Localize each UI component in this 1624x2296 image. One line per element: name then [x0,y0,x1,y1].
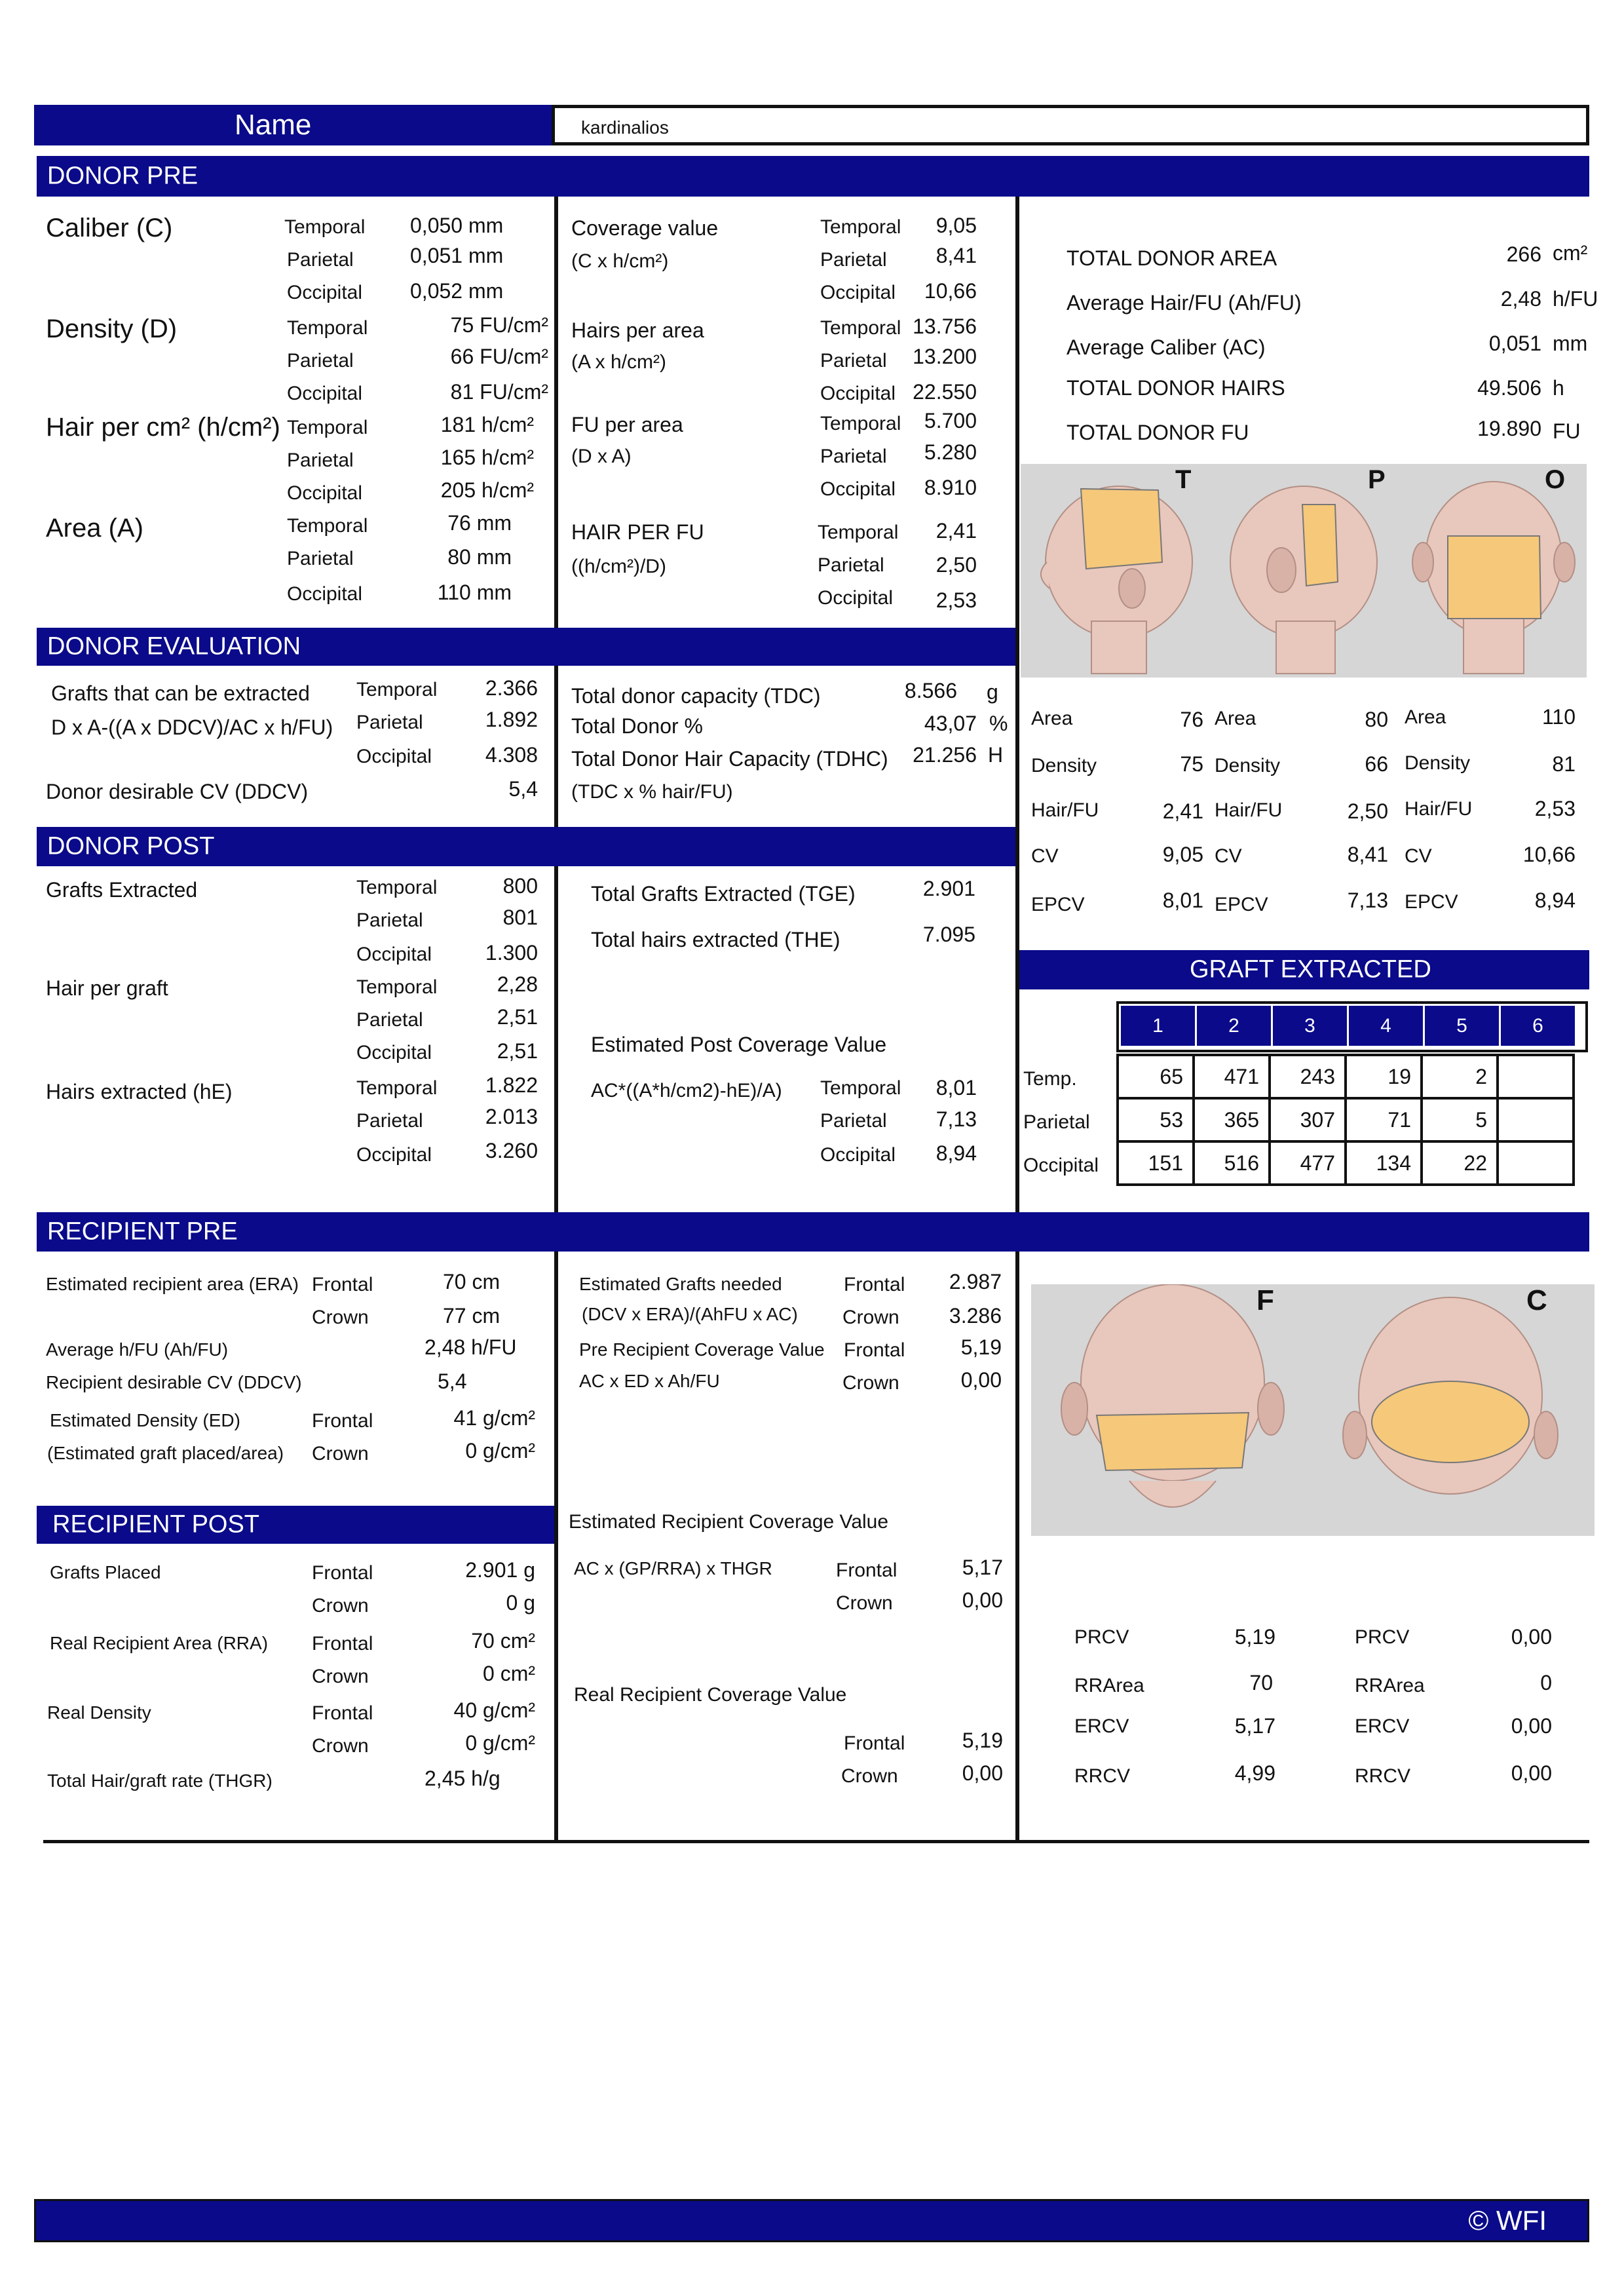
footer-copyright: © WFI [1468,2205,1547,2236]
zone-crown: Crown [842,1307,899,1328]
zone-parietal: Parietal [356,1009,423,1031]
hair-per-fu-value: 2,41 [935,519,977,543]
head-temporal-view [1041,486,1192,674]
table-row [1118,1098,1574,1141]
head-label-p: P [1368,465,1386,494]
divider-col1 [554,197,558,1843]
graft-col-4: 4 [1348,1005,1424,1047]
graft-col-3: 3 [1272,1005,1348,1047]
zone-frontal: Frontal [844,1274,905,1295]
heads-svg [1021,464,1587,678]
zone-parietal: Parietal [287,450,354,471]
rs-frontal-rrcv: 4,99 [1234,1761,1275,1785]
fu-per-area-value: 5.700 [924,409,977,432]
zone-temporal: Temporal [820,413,901,434]
prcv-value: 0,00 [960,1368,1002,1392]
zone-occipital: Occipital [287,282,363,303]
coverage-label: Coverage value [571,216,719,240]
graft-table [1116,1054,1575,1186]
graft-col-1: 1 [1120,1005,1196,1047]
zone-temporal: Temporal [820,317,901,339]
zs-temporal-cv: 9,05 [1162,843,1203,866]
ddcv-label: Donor desirable CV (DDCV) [46,780,309,803]
tge-label: Total Grafts Extracted (TGE) [591,882,856,906]
rs-crown-rrarea: 0 [1540,1671,1552,1694]
zone-occipital: Occipital [818,587,894,609]
table-cell: 53 [1118,1098,1194,1141]
avg-hair-fu-label: Average Hair/FU (Ah/FU) [1067,291,1302,315]
zone-temporal: Temporal [356,877,438,898]
zone-frontal: Frontal [844,1339,905,1361]
area-label: Area (A) [46,514,143,543]
the-value: 7.095 [922,923,975,946]
zone-parietal: Parietal [820,350,887,372]
zone-occipital: Occipital [820,383,896,404]
zs-epcv-label: EPCV [1031,894,1085,915]
section-graft-extracted [1019,950,1589,989]
rrcv-label: Real Recipient Coverage Value [574,1684,847,1706]
grafts-label: Grafts that can be extracted [51,681,310,705]
zone-occipital: Occipital [820,478,896,500]
hair-per-graft-value: 2,51 [497,1039,538,1063]
era-label: Estimated recipient area (ERA) [46,1274,299,1294]
avg-hair-fu-unit: h/FU [1553,287,1598,311]
zone-occipital: Occipital [820,1144,896,1166]
avg-hfu-label: Average h/FU (Ah/FU) [46,1339,229,1360]
ercv-value: 0,00 [962,1588,1003,1612]
zone-parietal: Parietal [820,249,887,271]
rs-crown-prcv: 0,00 [1511,1625,1552,1649]
fu-per-area-value: 5.280 [924,440,977,464]
grafts-value: 4.308 [485,743,538,767]
zone-crown: Crown [312,1735,369,1757]
head-occipital-view [1412,482,1575,674]
grafts-value: 1.892 [485,708,538,731]
coverage-value: 8,41 [935,244,977,267]
avg-hfu-value: 2,48 h/FU [425,1335,517,1359]
total-donor-area-label: TOTAL DONOR AREA [1067,246,1277,270]
zone-crown: Crown [312,1595,369,1617]
grafts-extracted-value: 801 [502,906,538,929]
area-value: 80 mm [447,545,512,569]
table-cell: 19 [1346,1055,1422,1098]
section-title: DONOR POST [47,832,215,860]
hair-per-graft-label: Hair per graft [46,976,168,1000]
ed-label-2: (Estimated graft placed/area) [47,1443,284,1463]
zs-parietal-cv: 8,41 [1347,843,1388,866]
total-donor-hairs-label: TOTAL DONOR HAIRS [1067,376,1285,400]
hair-per-fu-value: 2,50 [935,553,977,577]
bottom-rule [43,1840,1589,1843]
zs-temporal-epcv: 8,01 [1162,889,1203,912]
zone-crown: Crown [312,1666,369,1687]
table-cell: 134 [1346,1141,1422,1185]
hairs-per-area-value: 13.756 [913,315,977,338]
table-cell: 243 [1270,1055,1346,1098]
zone-crown: Crown [836,1592,893,1614]
zone-crown: Crown [841,1765,898,1787]
rrcv-value: 0,00 [962,1761,1003,1785]
zone-occipital: Occipital [820,282,896,303]
epcv-value: 8,94 [935,1141,977,1165]
grafts-placed-value: 2.901 g [465,1558,535,1582]
hair-per-fu-formula: ((h/cm²)/D) [571,556,666,577]
era-value: 77 cm [443,1304,500,1328]
table-cell: 365 [1194,1098,1270,1141]
zs-temporal-density: 75 [1180,752,1203,776]
zs-cv-label: CV [1405,845,1432,867]
table-cell: 5 [1422,1098,1498,1141]
tdc-label: Total donor capacity (TDC) [571,684,821,708]
grafts-needed-formula: (DCV x ERA)/(AhFU x AC) [582,1304,798,1324]
rs-prcv-label: PRCV [1074,1626,1129,1648]
table-cell [1498,1141,1574,1185]
prcv-value: 5,19 [960,1335,1002,1359]
epcv-formula: AC*((A*h/cm2)-hE)/A) [591,1080,782,1101]
name-label: Name [235,109,312,141]
total-donor-hairs-value: 49.506 [1477,376,1541,400]
zone-temporal: Temporal [287,515,368,537]
grafts-needed-label: Estimated Grafts needed [579,1274,782,1294]
total-donor-hairs-unit: h [1553,376,1564,400]
zone-crown: Crown [842,1372,899,1394]
zone-frontal: Frontal [836,1559,897,1581]
zs-temporal-area: 76 [1180,708,1203,731]
zone-frontal: Frontal [312,1702,373,1724]
rs-prcv-label: PRCV [1355,1626,1410,1648]
section-title: DONOR PRE [47,162,198,190]
table-cell: 22 [1422,1141,1498,1185]
hair-per-fu-label: HAIR PER FU [571,520,704,544]
zs-epcv-label: EPCV [1405,891,1458,913]
head-label-t: T [1175,465,1192,494]
fu-per-area-value: 8.910 [924,476,977,499]
hairs-per-area-formula: (A x h/cm²) [571,351,667,373]
zone-parietal: Parietal [818,554,884,576]
zs-parietal-area: 80 [1365,708,1388,731]
rs-rrarea-label: RRArea [1074,1675,1144,1696]
table-row [1118,1141,1574,1185]
rs-rrcv-label: RRCV [1074,1765,1131,1787]
rs-frontal-rrarea: 70 [1249,1671,1273,1694]
graft-col-2: 2 [1196,1005,1272,1047]
area-value: 110 mm [437,581,512,604]
tdc-value: 8.566 [904,679,957,702]
zone-temporal: Temporal [356,679,438,700]
ercv-label: Estimated Recipient Coverage Value [569,1511,889,1533]
zone-occipital: Occipital [287,583,363,605]
zs-occipital-density: 81 [1552,752,1576,776]
rs-ercv-label: ERCV [1074,1715,1129,1737]
grafts-placed-value: 0 g [506,1591,535,1615]
table-row [1118,1055,1574,1098]
hairs-per-area-value: 22.550 [913,380,977,404]
epcv-value: 8,01 [935,1076,977,1100]
tdhc-unit: H [988,743,1004,767]
ercv-value: 5,17 [962,1556,1003,1579]
rs-crown-rrcv: 0,00 [1511,1761,1552,1785]
hairs-per-area-value: 13.200 [913,345,977,368]
caliber-value: 0,050 mm [410,214,504,237]
thgr-value: 2,45 h/g [425,1767,500,1790]
caliber-value: 0,051 mm [410,244,504,267]
epcv-value: 7,13 [935,1107,977,1131]
total-donor-pct-value: 43,07 [924,712,977,735]
total-donor-area-value: 266 [1506,242,1541,266]
rs-crown-ercv: 0,00 [1511,1714,1552,1738]
rrcv-value: 5,19 [962,1729,1003,1752]
avg-caliber-value: 0,051 [1488,332,1541,355]
rs-rrcv-label: RRCV [1355,1765,1411,1787]
zone-temporal: Temporal [818,522,899,543]
tge-value: 2.901 [922,877,975,900]
zs-occipital-hairfu: 2,53 [1534,797,1576,820]
zone-occipital: Occipital [356,944,432,965]
density-label: Density (D) [46,315,178,343]
zs-parietal-density: 66 [1365,752,1388,776]
graft-header-row [1119,1004,1577,1048]
total-donor-area-unit: cm² [1553,241,1588,265]
name-label-cell [34,105,553,145]
table-cell: 477 [1270,1141,1346,1185]
graft-row-label: Occipital [1023,1155,1099,1176]
head-frontal-view [1061,1284,1284,1507]
total-donor-pct-label: Total Donor % [571,714,703,738]
zs-cv-label: CV [1031,845,1059,867]
hair-per-graft-value: 2,28 [497,972,538,996]
zone-parietal: Parietal [356,909,423,931]
graft-col-5: 5 [1424,1005,1500,1047]
zs-occipital-cv: 10,66 [1522,843,1576,866]
rs-frontal-ercv: 5,17 [1234,1714,1275,1738]
grafts-extracted-label: Grafts Extracted [46,878,198,902]
table-cell [1498,1098,1574,1141]
zone-crown: Crown [312,1307,369,1328]
grafts-extracted-value: 1.300 [485,941,538,965]
zs-parietal-epcv: 7,13 [1347,889,1388,912]
zone-temporal: Temporal [284,216,366,238]
graft-table-header [1116,1001,1588,1052]
zs-cv-label: CV [1215,845,1242,867]
zs-hairfu-label: Hair/FU [1405,798,1473,820]
era-value: 70 cm [443,1270,500,1293]
graft-col-6: 6 [1500,1005,1576,1047]
table-cell: 151 [1118,1141,1194,1185]
table-cell: 471 [1194,1055,1270,1098]
real-density-label: Real Density [47,1702,151,1723]
footer-bar [34,2199,1589,2242]
recipient-heads-illustration [1031,1284,1595,1536]
zs-temporal-hairfu: 2,41 [1162,799,1203,823]
rec-ddcv-label: Recipient desirable CV (DDCV) [46,1372,302,1392]
zs-epcv-label: EPCV [1215,894,1268,915]
name-value: kardinalios [581,117,669,138]
ed-value: 0 g/cm² [465,1439,535,1463]
zone-temporal: Temporal [356,1077,438,1099]
section-donor-pre [37,156,1589,197]
epcv-label: Estimated Post Coverage Value [591,1033,887,1056]
zs-occipital-area: 110 [1541,705,1576,729]
table-cell: 307 [1270,1098,1346,1141]
zone-temporal: Temporal [820,1077,901,1099]
table-cell: 71 [1346,1098,1422,1141]
caliber-label: Caliber (C) [46,214,173,242]
rs-ercv-label: ERCV [1355,1715,1410,1737]
zone-parietal: Parietal [287,548,354,569]
hair-per-cm-value: 181 h/cm² [440,413,534,436]
grafts-value: 2.366 [485,676,538,700]
zs-density-label: Density [1031,755,1097,776]
grafts-formula: D x A-((A x DDCV)/AC x h/FU) [51,716,333,739]
zone-crown: Crown [312,1443,369,1464]
avg-caliber-unit: mm [1553,332,1588,355]
hairs-per-area-label: Hairs per area [571,318,704,342]
zs-hairfu-label: Hair/FU [1215,799,1283,821]
density-value: 81 FU/cm² [450,380,548,404]
head-crown-view [1343,1297,1558,1494]
section-title: RECIPIENT POST [52,1510,260,1539]
zone-temporal: Temporal [820,216,901,238]
section-title: GRAFT EXTRACTED [1190,955,1431,984]
avg-caliber-label: Average Caliber (AC) [1067,335,1266,359]
grafts-needed-value: 2.987 [949,1270,1002,1293]
zone-temporal: Temporal [287,417,368,438]
zs-hairfu-label: Hair/FU [1031,799,1099,821]
head-parietal-view [1230,486,1377,674]
head-label-f: F [1256,1284,1274,1316]
fu-per-area-formula: (D x A) [571,446,632,467]
total-donor-fu-unit: FU [1553,419,1581,443]
table-cell: 2 [1422,1055,1498,1098]
zs-area-label: Area [1405,706,1446,728]
hairs-extracted-value: 2.013 [485,1105,538,1128]
section-recipient-post [37,1506,554,1544]
grafts-needed-value: 3.286 [949,1304,1002,1328]
zs-area-label: Area [1215,708,1256,729]
zone-occipital: Occipital [287,482,363,504]
fu-per-area-label: FU per area [571,413,683,436]
avg-hair-fu-value: 2,48 [1500,287,1541,311]
tdhc-value: 21.256 [913,743,977,767]
graft-row-label: Temp. [1023,1068,1077,1090]
head-label-c: C [1526,1284,1547,1316]
rec-ddcv-value: 5,4 [438,1369,467,1393]
coverage-formula: (C x h/cm²) [571,250,669,272]
ed-value: 41 g/cm² [453,1406,535,1430]
section-title: DONOR EVALUATION [47,632,301,660]
coverage-value: 10,66 [924,279,977,303]
zone-frontal: Frontal [312,1274,373,1295]
recipient-heads-svg [1031,1284,1595,1536]
zone-temporal: Temporal [287,317,368,339]
zone-parietal: Parietal [356,1110,423,1132]
real-density-value: 0 g/cm² [465,1731,535,1755]
zs-parietal-hairfu: 2,50 [1347,799,1388,823]
donor-heads-illustration [1021,464,1587,678]
divider-col2 [1015,197,1019,1843]
rs-frontal-prcv: 5,19 [1234,1625,1275,1649]
table-cell: 516 [1194,1141,1270,1185]
ddcv-value: 5,4 [508,777,538,801]
section-recipient-pre [37,1212,1589,1252]
zone-parietal: Parietal [287,249,354,271]
rra-value: 0 cm² [483,1662,535,1685]
zone-frontal: Frontal [312,1562,373,1584]
tdhc-label: Total Donor Hair Capacity (TDHC) [571,747,888,771]
rs-rrarea-label: RRArea [1355,1675,1425,1696]
hair-per-cm-label: Hair per cm² (h/cm²) [46,413,280,442]
hairs-extracted-value: 3.260 [485,1139,538,1162]
zone-parietal: Parietal [356,712,423,733]
area-value: 76 mm [447,511,512,535]
total-donor-fu-label: TOTAL DONOR FU [1067,421,1249,444]
table-cell [1498,1055,1574,1098]
name-field[interactable] [552,105,1589,145]
zone-frontal: Frontal [312,1410,373,1432]
section-title: RECIPIENT PRE [47,1217,238,1246]
section-donor-post [37,827,1015,866]
hair-per-cm-value: 205 h/cm² [440,478,534,502]
grafts-extracted-value: 800 [502,874,538,898]
zone-occipital: Occipital [356,746,432,767]
prcv-label: Pre Recipient Coverage Value [579,1339,825,1360]
grafts-placed-label: Grafts Placed [50,1562,161,1582]
zs-area-label: Area [1031,708,1073,729]
table-cell: 65 [1118,1055,1194,1098]
head-label-o: O [1545,465,1566,494]
zone-occipital: Occipital [356,1042,432,1063]
density-value: 75 FU/cm² [450,313,548,337]
zone-parietal: Parietal [820,446,887,467]
section-donor-evaluation [37,628,1015,666]
total-donor-pct-unit: % [989,712,1008,735]
hairs-extracted-label: Hairs extracted (hE) [46,1080,233,1103]
zone-frontal: Frontal [312,1633,373,1655]
density-value: 66 FU/cm² [450,345,548,368]
hairs-extracted-value: 1.822 [485,1073,538,1097]
prcv-formula: AC x ED x Ah/FU [579,1371,720,1391]
ed-label: Estimated Density (ED) [50,1410,240,1430]
caliber-value: 0,052 mm [410,279,504,303]
tdc-unit: g [987,680,998,704]
zone-parietal: Parietal [287,350,354,372]
coverage-value: 9,05 [935,214,977,237]
zs-density-label: Density [1215,755,1281,776]
zone-parietal: Parietal [820,1110,887,1132]
real-density-value: 40 g/cm² [453,1698,535,1722]
zone-occipital: Occipital [356,1144,432,1166]
zone-frontal: Frontal [844,1732,905,1754]
rra-value: 70 cm² [471,1629,535,1653]
zone-temporal: Temporal [356,976,438,998]
hair-per-fu-value: 2,53 [935,588,977,612]
hair-per-cm-value: 165 h/cm² [440,446,534,469]
zs-occipital-epcv: 8,94 [1534,889,1576,912]
graft-row-label: Parietal [1023,1111,1090,1133]
ercv-formula: AC x (GP/RRA) x THGR [574,1558,772,1578]
hair-per-graft-value: 2,51 [497,1005,538,1029]
zs-density-label: Density [1405,752,1471,774]
tdhc-formula: (TDC x % hair/FU) [571,781,733,803]
total-donor-fu-value: 19.890 [1477,417,1541,440]
thgr-label: Total Hair/graft rate (THGR) [47,1770,273,1791]
rra-label: Real Recipient Area (RRA) [50,1633,269,1653]
zone-occipital: Occipital [287,383,363,404]
the-label: Total hairs extracted (THE) [591,928,840,951]
